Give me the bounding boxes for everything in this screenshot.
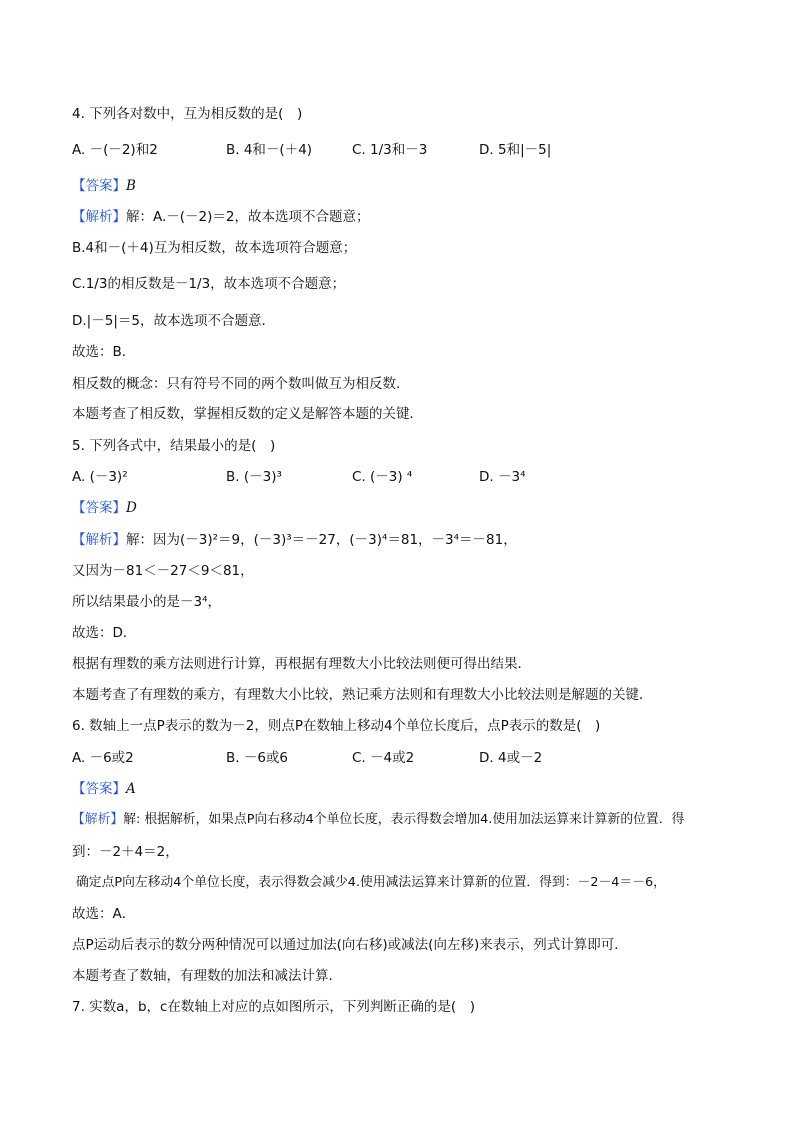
q7-stem: 7. 实数a，b，c在数轴上对应的点如图所示，下列判断正确的是( ) [72, 999, 475, 1015]
q4-stem: 4. 下列各对数中，互为相反数的是( ) [72, 106, 303, 122]
q5-option-a: A. (－3)² [72, 469, 128, 485]
q4-analysis-text-1: 解：A.－(－2)＝2，故本选项不合题意； [126, 209, 370, 225]
q6-answer: A [126, 781, 136, 797]
q4-analysis-line-7: 本题考查了相反数，掌握相反数的定义是解答本题的关键． [72, 406, 423, 422]
q4-analysis-line-5: 故选：B． [72, 344, 136, 360]
analysis-tag: 【解析】 [72, 209, 126, 225]
q5-analysis-line-3: 所以结果最小的是－3⁴， [72, 594, 222, 610]
q6-stem: 6. 数轴上一点P表示的数为－2，则点P在数轴上移动4个单位长度后，点P表示的数是( ) [72, 718, 601, 734]
q5-analysis-line-4: 故选：D． [72, 625, 137, 641]
q6-analysis-line-1 [72, 810, 684, 830]
q5-answer: D [126, 500, 137, 516]
q4-option-d: D. 5和|－5| [479, 142, 552, 158]
q6-option-a: A. －6或2 [72, 750, 134, 766]
q6-analysis-line-4: 故选：A． [72, 906, 136, 922]
q6-analysis-line-6: 本题考查了数轴，有理数的加法和减法计算． [72, 968, 342, 984]
analysis-tag: 【解析】 [72, 812, 124, 827]
q4-analysis-line-3: C.1/3的相反数是－1/3，故本选项不合题意； [72, 276, 346, 292]
q5-option-d: D. －3⁴ [479, 469, 526, 485]
analysis-tag: 【解析】 [72, 532, 126, 548]
q4-analysis-line-2: B.4和－(＋4)互为相反数，故本选项符合题意； [72, 240, 357, 256]
answer-tag: 【答案】 [72, 781, 126, 797]
q4-answer-line [72, 176, 136, 196]
q6-analysis-text-1: 解: 根据解析，如果点P向右移动4个单位长度，表示得数会增加4.使用加法运算来计算新的位置．得 [123, 812, 685, 827]
q6-option-b: B. －6或6 [226, 750, 289, 766]
q6-analysis-line-3: 确定点P向左移动4个单位长度，表示得数会减少4.使用减法运算来计算新的位置．得到：－2－4＝－6， [76, 875, 666, 890]
q5-analysis-line-1 [72, 530, 517, 550]
q4-option-b: B. 4和－(＋4) [226, 142, 313, 158]
q6-option-d: D. 4或－2 [479, 750, 543, 766]
answer-tag: 【答案】 [72, 178, 126, 194]
q5-option-c: C. (－3) ⁴ [352, 469, 413, 485]
q6-answer-line [72, 779, 136, 799]
q4-analysis-line-4: D.|－5|＝5，故本选项不合题意． [72, 313, 275, 329]
q4-analysis-line-6: 相反数的概念：只有符号不同的两个数叫做互为相反数． [72, 376, 410, 392]
answer-tag: 【答案】 [72, 500, 126, 516]
q5-analysis-line-5: 根据有理数的乘方法则进行计算，再根据有理数大小比较法则便可得出结果． [72, 656, 531, 672]
q5-stem: 5. 下列各式中，结果最小的是( ) [72, 438, 276, 454]
q5-option-b: B. (－3)³ [226, 469, 282, 485]
q4-analysis-line-1 [72, 207, 370, 227]
q4-option-c: C. 1/3和－3 [352, 142, 428, 158]
q6-analysis-line-2: 到：－2＋4＝2， [72, 844, 179, 860]
q4-option-a: A. －(－2)和2 [72, 142, 158, 158]
q5-answer-line [72, 498, 137, 518]
q5-analysis-line-2: 又因为－81＜－27＜9＜81， [72, 563, 254, 579]
q4-answer: B [126, 178, 136, 194]
q6-option-c: C. －4或2 [352, 750, 415, 766]
q6-analysis-line-5: 点P运动后表示的数分两种情况可以通过加法(向右移)或减法(向左移)来表示，列式计算即可． [72, 937, 628, 953]
q5-analysis-line-6: 本题考查了有理数的乘方，有理数大小比较，熟记乘方法则和有理数大小比较法则是解题的关键． [72, 687, 653, 703]
q5-analysis-text-1: 解：因为(－3)²＝9，(－3)³＝－27，(－3)⁴＝81，－3⁴＝－81， [126, 532, 517, 548]
